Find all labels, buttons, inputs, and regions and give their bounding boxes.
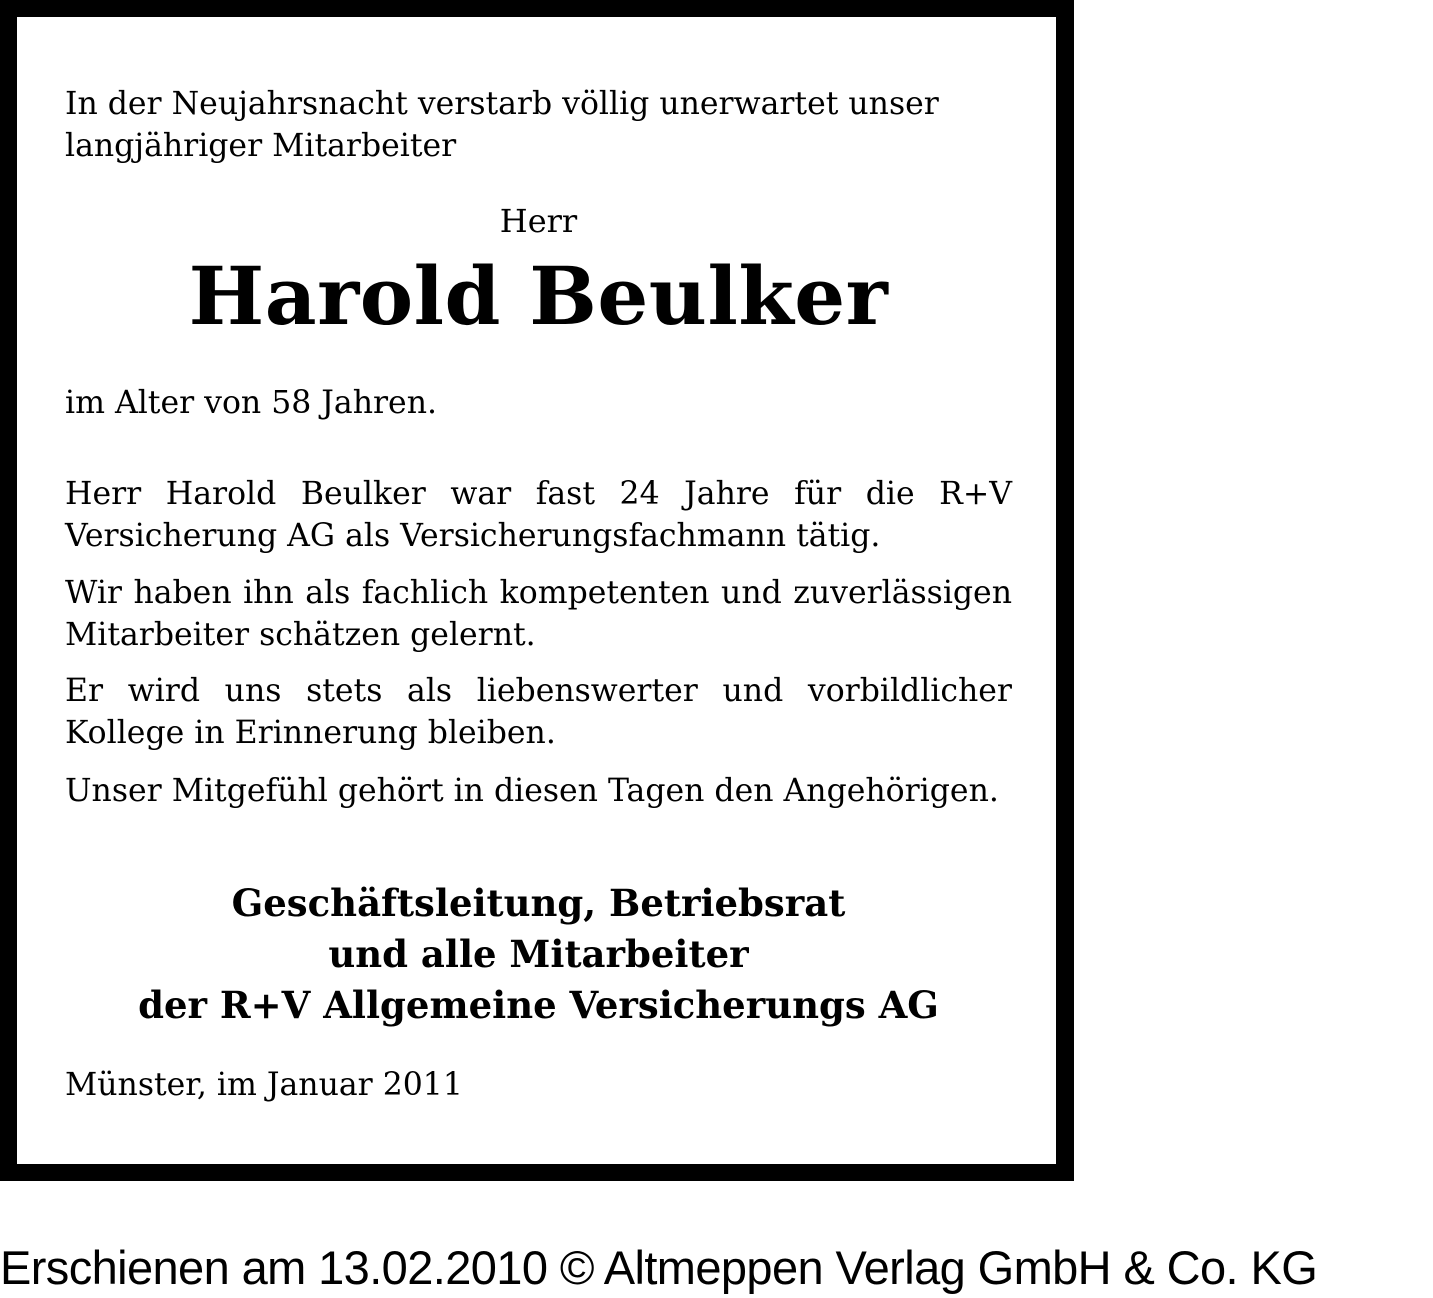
- place-date: Münster, im Januar 2011: [65, 1067, 463, 1103]
- publication-footer: Erschienen am 13.02.2010 © Altmeppen Verlag GmbH & Co. KG: [0, 1241, 1318, 1294]
- age-line: im Alter von 58 Jahren.: [65, 385, 438, 421]
- signature-line-2: und alle Mitarbeiter: [328, 932, 749, 976]
- intro-line-1: In der Neujahrsnacht verstarb völlig unerwartet unser: [65, 86, 939, 122]
- salutation: Herr: [499, 202, 578, 240]
- signature-line-1: Geschäftsleitung, Betriebsrat: [231, 881, 846, 925]
- signature-line-3: der R+V Allgemeine Versicherungs AG: [138, 983, 939, 1027]
- body-paragraph-2: Wir haben ihn als fachlich kompetenten und zuverlässigen Mitarbeiter schätzen gelernt.: [65, 575, 1012, 653]
- signature-block: [65, 878, 1012, 1031]
- intro-line-2: langjähriger Mitarbeiter: [65, 128, 457, 164]
- body-paragraph-1: Herr Harold Beulker war fast 24 Jahre für die R+V Versicherung AG als Versicherungsfachmann tätig.: [65, 476, 1012, 554]
- intro-paragraph: [65, 83, 1012, 167]
- body-paragraph-3: Er wird uns stets als liebenswerter und vorbildlicher Kollege in Erinnerung bleiben.: [65, 673, 1012, 751]
- deceased-name: Harold Beulker: [188, 249, 889, 343]
- body-paragraph-4: Unser Mitgefühl gehört in diesen Tagen den Angehörigen.: [65, 773, 999, 809]
